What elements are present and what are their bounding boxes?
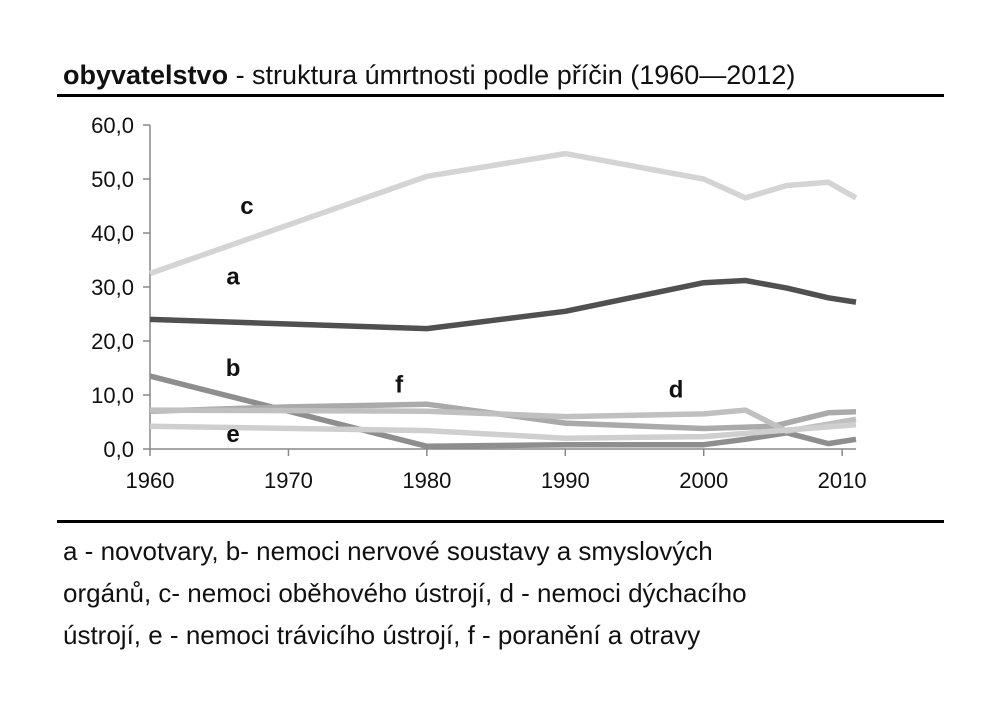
legend-text [63,530,747,656]
series-label-d: d [668,376,684,404]
legend-line-2: orgánů, c- nemoci oběhového ústrojí, d - nemoci dýchacího [63,578,747,608]
series-label-c: c [240,193,254,221]
y-tick-label: 10,0 [91,383,134,408]
chart-title-bold: obyvatelstvo [63,60,229,90]
series-label-e: e [226,420,240,448]
series-line-c [150,154,856,274]
x-tick-label: 1980 [402,468,452,493]
legend-rule [57,520,944,523]
series-line-a [150,281,856,329]
x-tick-label: 2010 [817,468,867,493]
y-tick-label: 0,0 [103,437,134,462]
y-tick-label: 40,0 [91,221,134,246]
series-label-b: b [225,355,241,383]
chart-series [150,154,856,447]
x-tick-label: 1970 [263,468,313,493]
x-tick-label: 1960 [125,468,175,493]
series-label-f: f [395,371,404,399]
y-tick-label: 30,0 [91,275,134,300]
legend-line-1: a - novotvary, b- nemoci nervové soustavy a smyslových [63,536,713,566]
y-tick-label: 20,0 [91,329,134,354]
x-tick-label: 2000 [679,468,729,493]
x-tick-label: 1990 [540,468,590,493]
series-label-a: a [226,263,240,291]
y-tick-label: 60,0 [91,113,134,138]
y-tick-label: 50,0 [91,167,134,192]
legend-line-3: ústrojí, e - nemoci trávicího ústrojí, f - poranění a otravy [63,620,701,650]
chart-title-rest: - struktura úmrtnosti podle příčin (1960—2012) [228,60,796,90]
